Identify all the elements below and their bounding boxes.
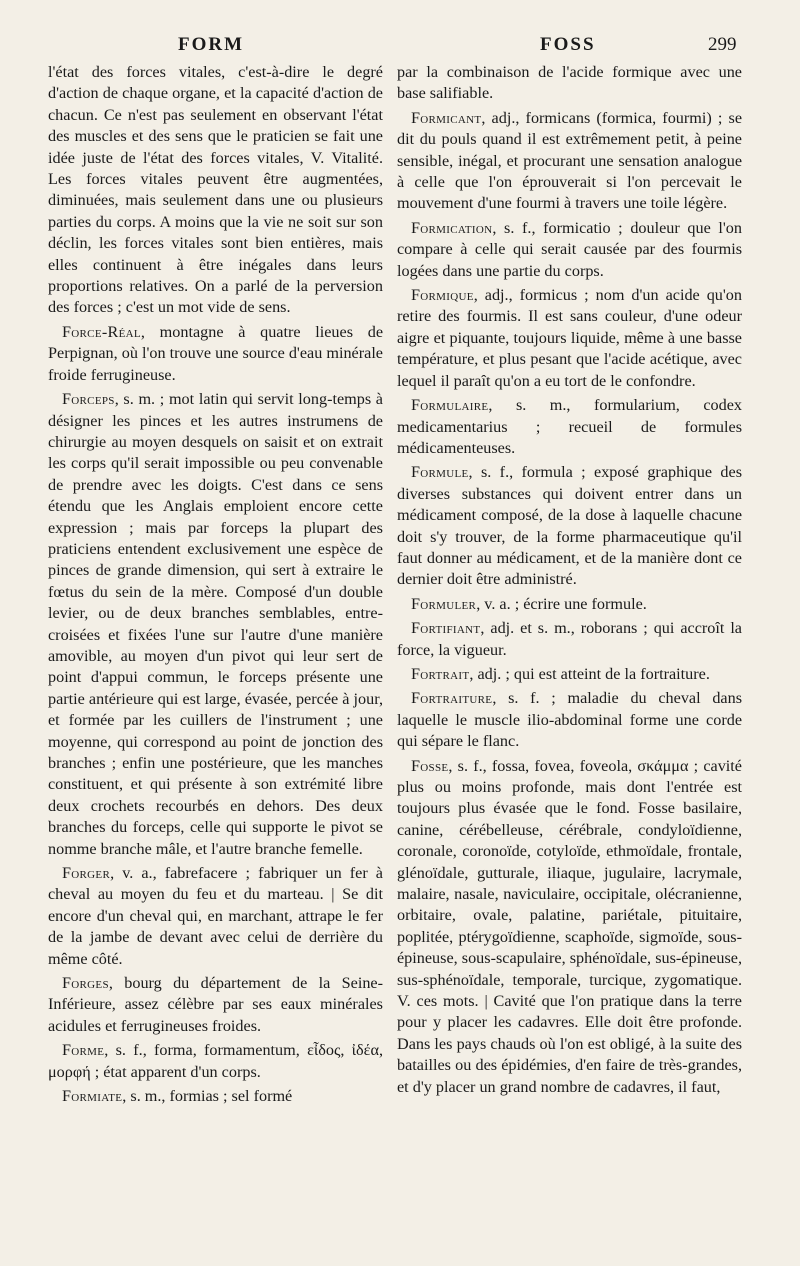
entry-continuation <box>48 62 383 319</box>
headword: Formule <box>411 463 469 482</box>
entry-force-real <box>48 322 383 386</box>
headword: Formicant <box>411 108 482 127</box>
entry-formuler <box>397 594 742 615</box>
entry-text: , v. a., fabrefacere ; fabriquer un fer à cheval au moyen du feu et du marteau. | Se dit encore d'un cheval qui, en marchant, attrape le fer de la jambe de devant avec celui de derrière du même côté. <box>48 864 383 968</box>
headword: Fosse <box>411 756 449 775</box>
entry-text: , s. f., fossa, fovea, foveola, σκάμμα ; cavité plus ou moins profonde, mais dont l'entrée est toujours plus évasée que le fond. Fosse basilaire, canine, cérébelleuse, cérébrale, condyloïdienne, coronale, coronoïde, cotyloïde, ethmoïdale, frontale, glénoïdale, gutturale, iliaque, jugulaire, lacrymale, malaire, nasale, naviculaire, occipitale, olécranienne, orbitaire, ovale, palatine, pariétale, pituitaire, poplitée, ptérygoïdienne, scaphoïde, sigmoïde, sous-épineuse, sous-scapulaire, sphénoïdale, sus-épineuse, sus-sphénoïdale, temporale, turcique, zygomatique. V. ces mots. | Cavité que l'on pratique dans la terre pour y placer les cadavres. Elle doit être profonde. Dans les pays chauds où l'on est obligé, à la suite des batailles ou des épidémies, d'en faire de très-grandes, et d'y placer un grand nombre de cadavres, il faut, <box>397 756 742 1096</box>
entry-text: , s. m., formias ; sel formé <box>122 1087 293 1106</box>
entry-forger <box>48 863 383 970</box>
headword: Forme <box>62 1041 105 1060</box>
entry-formiate <box>48 1086 383 1107</box>
entry-text: , s. m., formularium, codex medicamentarius ; recueil de formules médicamenteuses. <box>397 396 742 457</box>
entry-formicant <box>397 108 742 215</box>
left-column <box>48 62 383 1111</box>
entry-formule <box>397 462 742 590</box>
entry-text: , montagne à quatre lieues de Perpignan, où l'on trouve une source d'eau minérale froide ferrugineuse. <box>48 322 383 384</box>
headword: Fortraiture <box>411 689 493 708</box>
running-header <box>48 34 798 64</box>
entry-text: , adj. ; qui est atteint de la fortraiture. <box>469 664 710 683</box>
right-column <box>397 62 742 1101</box>
entry-text: , bourg du département de la Seine-Inférieure, assez célèbre par ses eaux minérales acidules et ferrugineuses froides. <box>48 974 383 1035</box>
headword: Forceps <box>62 390 115 409</box>
entry-text: , s. f. ; maladie du cheval dans laquelle le muscle ilio-abdominal forme une corde qui sépare le flanc. <box>397 689 742 751</box>
headword: Formique <box>411 286 474 305</box>
entry-text: , adj. et s. m., roborans ; qui accroît la force, la vigueur. <box>397 619 742 659</box>
page-number: 299 <box>708 34 737 55</box>
entry-text: , adj., formicans (formica, fourmi) ; se dit du pouls quand il est extrêmement petit, à peine sensible, inégal, et procurant une sensation analogue à celle que l'on éprouverait si l'on percevait le mouvement d'une fourmi à travers une toile légère. <box>397 108 742 213</box>
headword: Formulaire <box>411 396 489 415</box>
entry-text: par la combinaison de l'acide formique avec une base salifiable. <box>397 63 742 103</box>
entry-forges <box>48 973 383 1037</box>
headword: Fortifiant <box>411 619 481 638</box>
entry-fortrait <box>397 664 742 685</box>
entry-continuation <box>397 62 742 105</box>
headword: Forges <box>62 974 109 993</box>
entry-text: , s. m. ; mot latin qui servit long-temps à désigner les pinces et les autres instrumens de chirurgie au moyen desquels on saisit et on extrait les corps qu'il serait impossible ou peu convenable de prendre avec les doigts. C'est dans ce sens étendu que les Anglais emploient encore cette expression ; mais par forceps la plupart des praticiens entendent exclusivement une espèce de pinces de grande dimension, qui sert à extraire le fœtus du sein de la mère. Composé d'un double levier, ou de deux branches semblables, entre-croisées et fixées l'une sur l'autre d'une manière amovible, au moyen d'un pivot qui leur sert de point d'appui commun, le forceps présente une partie antérieure qui est large, évasée, percée à jour, et formée par les cuillers de l'instrument ; une moyenne, qui correspond au point de jonction des branches ; enfin une postérieure, que les manches constituent, et qui présente à son extrémité libre deux crochets recourbés en dehors. Des deux branches du forceps, celle qui supporte le pivot se nomme branche mâle, et l'autre branche femelle. <box>48 390 383 858</box>
headword: Formuler <box>411 594 477 613</box>
entry-forceps <box>48 389 383 860</box>
headword: Fortrait <box>411 664 470 683</box>
entry-text: , adj., formicus ; nom d'un acide qu'on retire des fourmis. Il est sans couleur, d'une odeur aigre et piquante, toujours liquide, même à une basse température, et plus pesant que l'acide acétique, avec lequel il paraît qu'on a eu tort de le confondre. <box>397 286 742 390</box>
headword: Formiate <box>62 1087 123 1106</box>
headword: Force-Réal <box>62 322 141 341</box>
header-right-guide-word: FOSS <box>540 34 596 55</box>
entry-text: l'état des forces vitales, c'est-à-dire le degré d'action de chaque organe, et la capacité d'action de chacun. Ce n'est pas seulement en observant l'état des muscles et des sens que le praticien se fait une idée juste de l'état des forces vitales, V. Vitalité. Les forces vitales peuvent être augmentées, diminuées, mais seulement dans une ou plusieurs parties du corps. A moins que la vie ne soit sur son déclin, les forces vitales sont bien entières, mais elles continuent à être inégales dans leurs proportions relatives. On a parlé de la perversion des forces ; c'est un mot vide de sens. <box>48 63 383 317</box>
headword: Forger <box>62 864 111 883</box>
entry-formulaire <box>397 395 742 459</box>
entry-formication <box>397 218 742 282</box>
headword: Formication <box>411 218 493 237</box>
entry-fosse <box>397 756 742 1099</box>
entry-text: , v. a. ; écrire une formule. <box>476 594 647 613</box>
entry-text: , s. f., formicatio ; douleur que l'on compare à celle qui serait causée par des fourmis logées dans une partie du corps. <box>397 218 742 280</box>
entry-fortraiture <box>397 688 742 752</box>
entry-formique <box>397 285 742 392</box>
entry-fortifiant <box>397 618 742 661</box>
entry-forme <box>48 1040 383 1083</box>
entry-text: , s. f., formula ; exposé graphique des diverses substances qui doivent entrer dans un médicament composé, de la dose à laquelle chacune doit s'y trouver, de la forme pharmaceutique qu'il faut donner au médicament, et de la manière dont ce dernier doit être administré. <box>397 463 742 589</box>
entry-text: , s. f., forma, formamentum, εἶδος, ἰδέα, μορφή ; état apparent d'un corps. <box>48 1041 383 1081</box>
header-left-guide-word: FORM <box>178 34 245 55</box>
